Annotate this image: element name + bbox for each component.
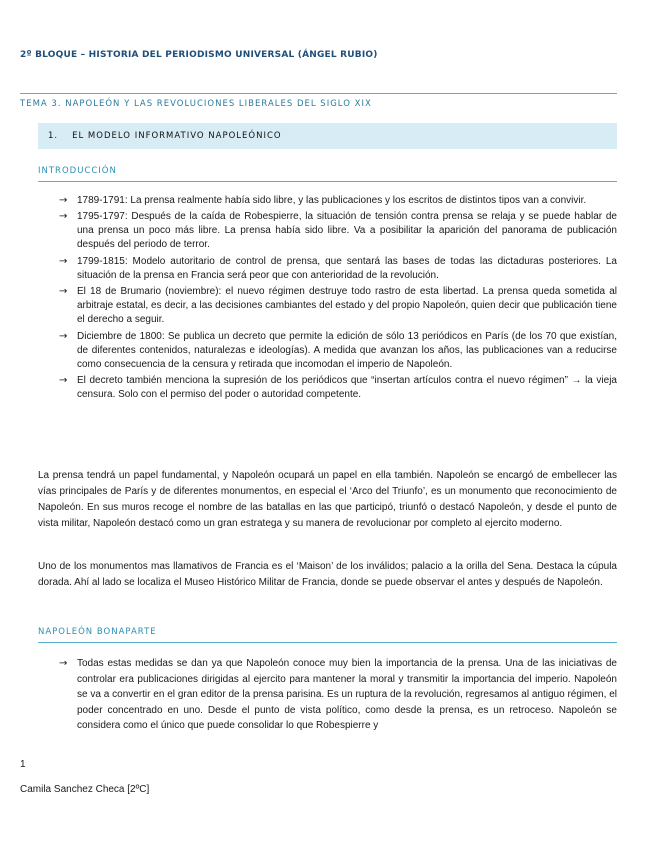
- section-heading-box: [38, 123, 617, 149]
- section-title: EL MODELO INFORMATIVO NAPOLEÓNICO: [72, 131, 282, 141]
- body-paragraph: La prensa tendrá un papel fundamental, y Napoleón ocupará un papel en ella también. Napoleón se encargó de embellecer las vías principales de París y de diferentes monumentos, en especial el ‘Arco del Triunfo’, es un monumento que reconocimiento de Napoleón. En sus muros recoge el nombre de las batallas en las que participó, triunfó o destacó Napoleón, y desde el punto de vista militar, Napoleón destacó como un gran estratega y su manera de revolucionar por completo al ejercito moderno.: [38, 470, 617, 529]
- bullet-item: → 1799-1815: Modelo autoritario de control de prensa, que sentará las bases de todas las dictaduras posteriores. La situación de la prensa en Francia será peor que con anterioridad de la revolución.: [59, 255, 617, 281]
- bullet-item: → Diciembre de 1800: Se publica un decreto que permite la edición de sólo 13 periódicos en París (de los 70 que existían, de diferentes contenidos, naturalezas e ideologías). A medida que avanzan los años, las publicaciones van a reducirse como consecuencia de la censura y retirada que incomodan el imperio de Napoleón.: [59, 330, 617, 370]
- arrow-right-icon: →: [59, 195, 68, 206]
- section-number: 1.: [48, 131, 59, 141]
- body-paragraph: Uno de los monumentos mas llamativos de Francia es el ‘Maison’ de los inválidos; palacio a la orilla del Sena. Destaca la cúpula dorada. Ahí al lado se localiza el Museo Histórico Militar de Francia, donde se puede observar el antes y después de Napoleón.: [38, 561, 617, 588]
- introduccion-bullet-list: [59, 194, 617, 404]
- bullet-item: → 1795-1797: Después de la caída de Robespierre, la situación de tensión contra prensa se relaja y se puede hablar de una prensa un poco más libre. La prensa había sido libre. Va a posibilitar la aparición del panorama de publicación después del periodo de terror.: [59, 211, 617, 251]
- bullet-item: → Todas estas medidas se dan ya que Napoleón conoce muy bien la importancia de la prensa. Una de las iniciativas de controlar era publicaciones dirigidas al ejercito para mantener la moral y transmitir la importancia del imperio. Napoleón se va a convertir en el gran editor de la prensa parisina. Es un ruptura de la revolución, regresamos al antiguo régimen, el poder concentrado en uno. Desde el punto de vista político, como desde la prensa, es un retroceso. Napoleón se considera como el único que puede consolidar lo que Robespierre y: [59, 658, 617, 731]
- arrow-right-icon: →: [59, 658, 68, 669]
- bullet-item: → El decreto también menciona la supresión de los periódicos que “insertan artículos contra el nuevo régimen” → la vieja censura. Solo con el permiso del poder o autoridad competente.: [59, 374, 617, 400]
- introduccion-heading: INTRODUCCIÓN: [38, 166, 617, 182]
- napoleon-bullet-list: [59, 656, 617, 736]
- arrow-right-icon: →: [59, 374, 68, 386]
- arrow-right-icon: →: [59, 211, 68, 223]
- arrow-right-icon: →: [59, 286, 68, 298]
- document-header-title: 2º BLOQUE – HISTORIA DEL PERIODISMO UNIVERSAL (ÁNGEL RUBIO): [20, 50, 378, 60]
- arrow-right-icon: →: [59, 255, 68, 267]
- bullet-item: → 1789-1791: La prensa realmente había sido libre, y las publicaciones y los escritos de distintos tipos van a convivir.: [59, 195, 587, 206]
- tema-title: TEMA 3. NAPOLEÓN Y LAS REVOLUCIONES LIBERALES DEL SIGLO XIX: [20, 93, 617, 109]
- napoleon-bonaparte-heading: NAPOLEÓN BONAPARTE: [38, 627, 617, 643]
- arrow-right-icon: →: [59, 330, 68, 342]
- page-number: 1: [20, 759, 26, 770]
- bullet-item: → El 18 de Brumario (noviembre): el nuevo régimen destruye todo rastro de esta libertad. La prensa queda sometida al arbitraje estatal, es decir, a las decisiones cambiantes del estado y del propio Napoleón, quien decir que publicación tiene el derecho a seguir.: [59, 286, 617, 326]
- footer-author: Camila Sanchez Checa [2ºC]: [20, 784, 150, 795]
